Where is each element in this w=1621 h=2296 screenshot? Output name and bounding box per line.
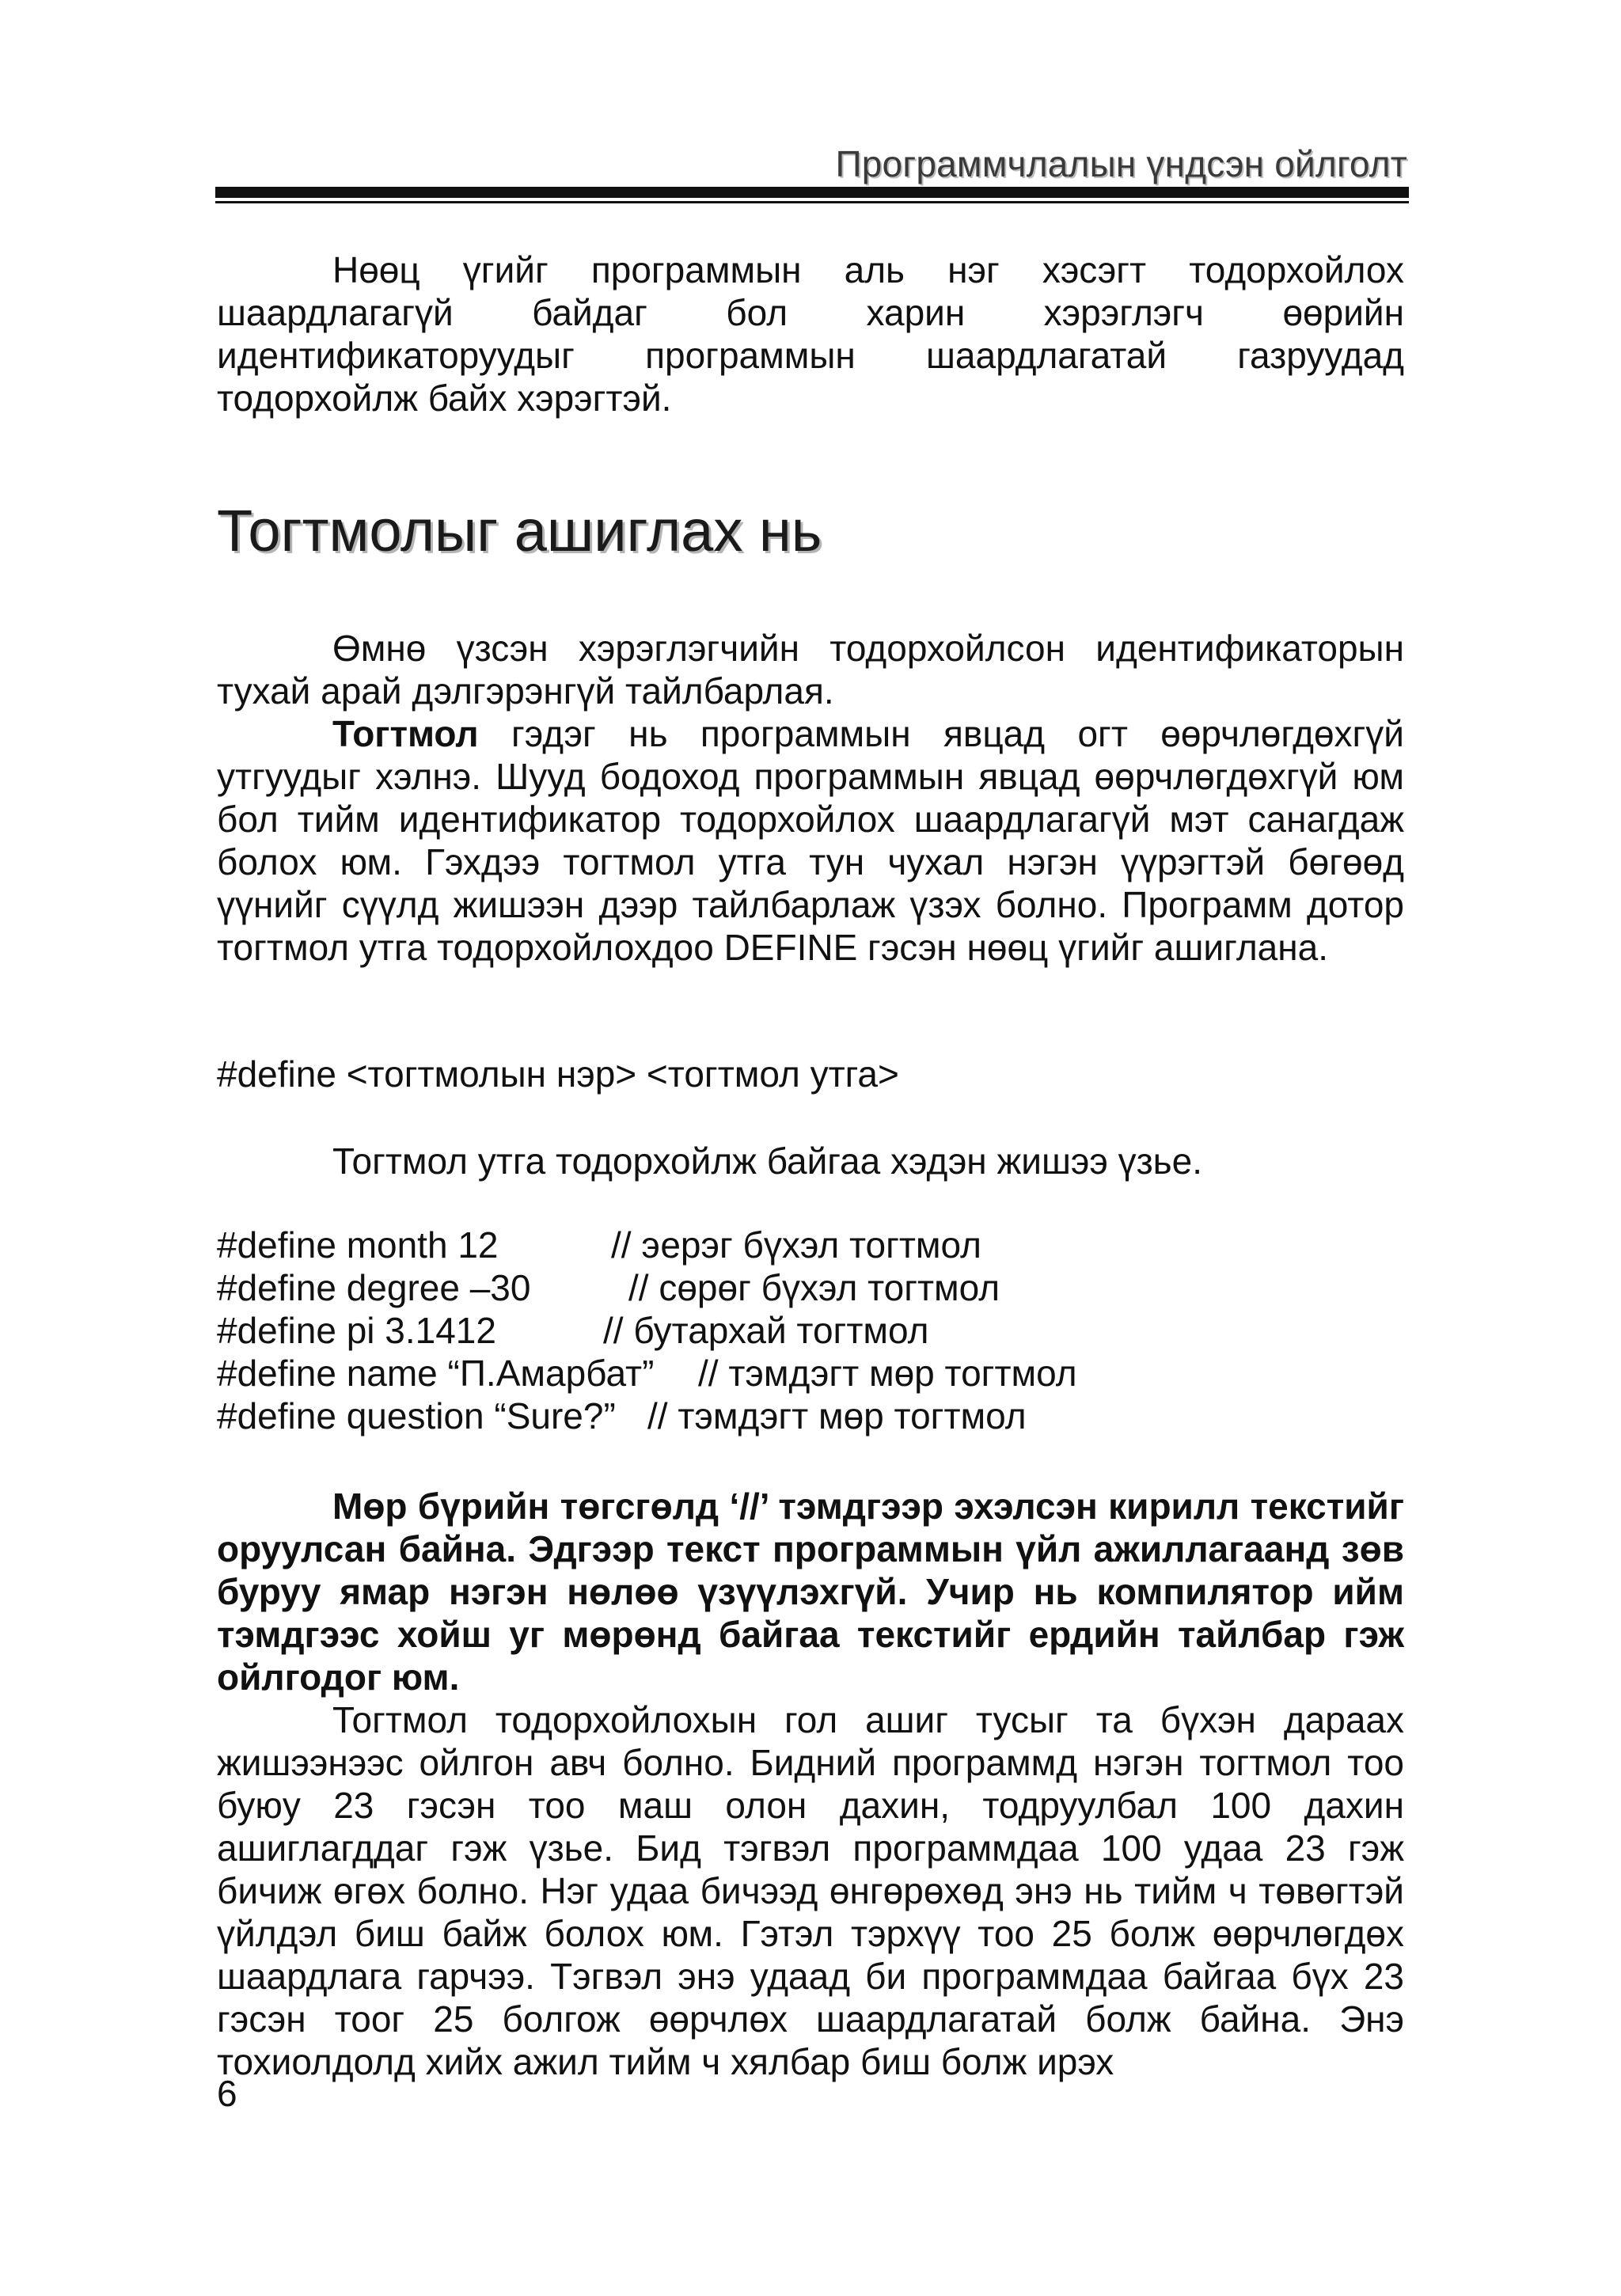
code-example-comment: // бутархай тогтмол (603, 1310, 929, 1351)
code-example-code: #define name “П.Амарбат” (217, 1353, 655, 1394)
section-heading: Тогтмолыг ашиглах нь (217, 498, 822, 564)
code-example-code: #define degree –30 (217, 1267, 531, 1308)
code-example-comment: // тэмдэгт мөр тогтмол (647, 1395, 1027, 1436)
paragraph-1: Өмнө үзсэн хэрэглэгчийн тодорхойлсон идентификаторын тухай арай дэлгэрэнгүй тайлбарлая. (217, 628, 1404, 712)
page-number: 6 (217, 2073, 237, 2114)
code-example-comment: // тэмдэгт мөр тогтмол (698, 1353, 1077, 1394)
code-example-comment: // эерэг бүхэл тогтмол (611, 1224, 981, 1266)
paragraph-3: Тогтмол тодорхойлохын гол ашиг тусыг та бүхэн дараах жишээнээс ойлгон авч болно. Бидний программд нэгэн тогтмол тоо буюу 23 гэсэн тоо маш олон дахин, тодруулбал 100 дахин ашиглагддаг гэж үзье. Бид тэгвэл программдаа 100 удаа 23 гэж бичиж өгөх болно. Нэг удаа бичээд өнгөрөхөд энэ нь тийм ч төвөгтэй үйлдэл биш байж болох юм. Гэтэл тэрхүү тоо 25 болж өөрчлөгдөх шаардлага гарчээ. Тэгвэл энэ удаад би программдаа байгаа бүх 23 гэсэн тоог 25 болгож өөрчлөх шаардлагатай болж байна. Энэ тохиолдолд хийх ажил тийм ч хялбар биш болж ирэх (217, 1699, 1404, 2082)
final-text-block (217, 1485, 1404, 2083)
intro-paragraph (217, 249, 1404, 419)
header-rule-thin (215, 201, 1409, 203)
code-example-code: #define pi 3.1412 (217, 1310, 496, 1351)
main-text-block (217, 627, 1404, 969)
bold-term: Тогтмол (332, 713, 479, 754)
paragraph-2-text: гэдэг нь программын явцад огт өөрчлөгдөхгүй утгуудыг хэлнэ. Шууд бодоход программын явцад өөрчлөгдөхгүй юм бол тийм идентификатор тодорхойлох шаардлагагүй мэт санагдаж болох юм. Гэхдээ тогтмол утга тун чухал нэгэн үүрэгтэй бөгөөд үүнийг сүүлд жишээн дээр тайлбарлаж үзэх болно. Программ дотор тогтмол утга тодорхойлохдоо DEFINE гэсэн нөөц үгийг ашиглана. (217, 713, 1404, 968)
code-example-code: #define month 12 (217, 1224, 499, 1266)
running-header-title: Программчлалын үндсэн ойлголт (835, 143, 1407, 184)
syntax-line: #define <тогтмолын нэр> <тогтмол утга> (217, 1053, 899, 1095)
code-example-comment: // сөрөг бүхэл тогтмол (628, 1267, 1000, 1308)
intro-paragraph-text: Нөөц үгийг программын аль нэг хэсэгт тодорхойлох шаардлагагүй байдаг бол харин хэрэглэгч өөрийн идентификаторуудыг программын шаардлагатай газруудад тодорхойлж байх хэрэгтэй. (217, 249, 1404, 419)
examples-intro: Тогтмол утга тодорхойлж байгаа хэдэн жишээ үзье. (332, 1140, 1202, 1182)
bold-note: Мөр бүрийн төгсгөлд ‘//’ тэмдгээр эхэлсэн кирилл текстийг оруулсан байна. Эдгээр текст программын үйл ажиллагаанд зөв буруу ямар нэгэн нөлөө үзүүлэхгүй. Учир нь компилятор ийм тэмдгээс хойш уг мөрөнд байгаа текстийг ердийн тайлбар гэж ойлгодог юм. (217, 1486, 1404, 1698)
paragraph-2 (217, 712, 1404, 969)
code-example-code: #define question “Sure?” (217, 1395, 616, 1436)
header-rule (215, 187, 1409, 198)
